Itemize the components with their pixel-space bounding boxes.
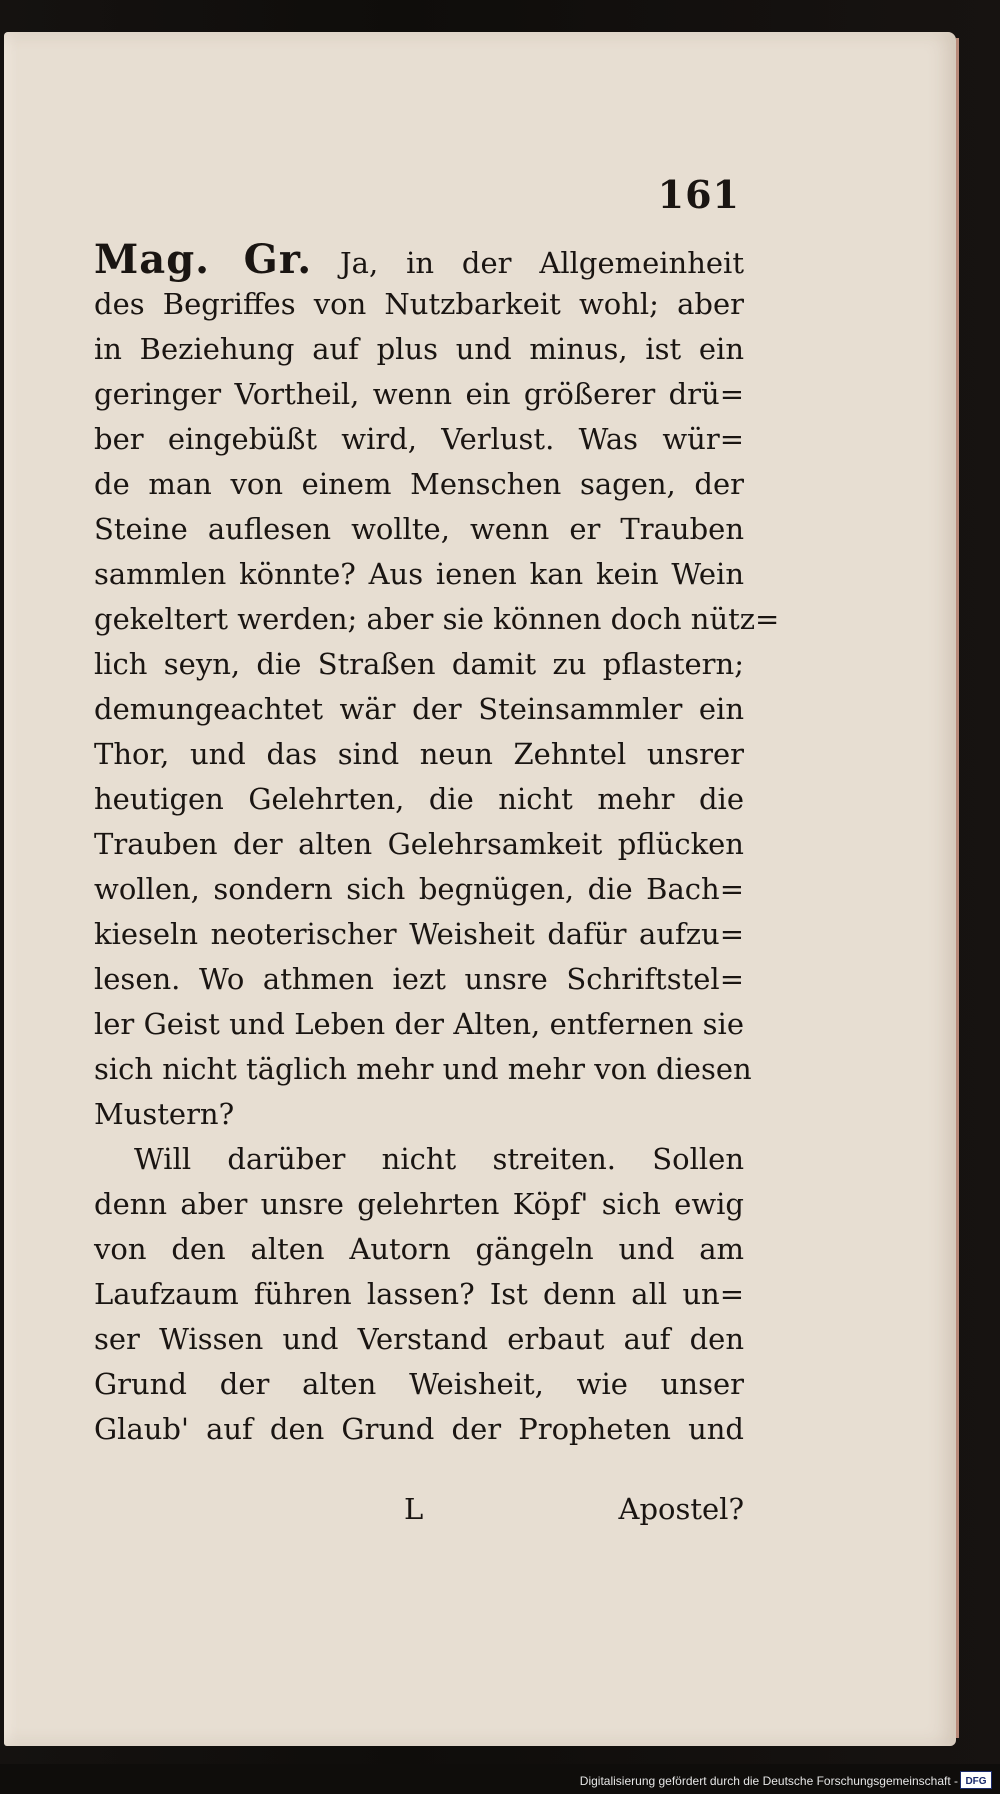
book-page	[4, 32, 956, 1746]
dfg-logo-text: DFG	[965, 1776, 987, 1786]
text-line: denn aber unsre gelehrten Köpf' sich ewig	[94, 1187, 744, 1221]
text-line: Mustern?	[94, 1097, 235, 1131]
text-line: sammlen könnte? Aus ienen kan kein Wein	[94, 557, 744, 591]
text-line: de man von einem Menschen sagen, der	[94, 467, 744, 501]
catchword: Apostel?	[618, 1492, 744, 1526]
page-foot	[94, 1492, 744, 1537]
text-line: Laufzaum führen lassen? Ist denn all un=	[94, 1277, 744, 1311]
text-line: heutigen Gelehrten, die nicht mehr die	[94, 782, 744, 816]
text-line: Steine auflesen wollte, wenn er Trauben	[94, 512, 744, 546]
text-line: sich nicht täglich mehr und mehr von diesen	[94, 1052, 752, 1086]
text-line: von den alten Autorn gängeln und am	[94, 1232, 744, 1266]
text-line: geringer Vortheil, wenn ein größerer drü=	[94, 377, 744, 411]
page-edge	[956, 38, 959, 1738]
page-body-text	[94, 236, 780, 1452]
text-line	[94, 237, 744, 282]
text-line: ber eingebüßt wird, Verlust. Was wür=	[94, 422, 744, 456]
signature-mark: L	[404, 1492, 424, 1526]
text-line: gekeltert werden; aber sie können doch nütz=	[94, 602, 780, 636]
text-line: wollen, sondern sich begnügen, die Bach=	[94, 872, 744, 906]
text-line: Thor, und das sind neun Zehntel unsrer	[94, 737, 744, 771]
dfg-logo-icon	[960, 1771, 992, 1789]
text-line: Glaub' auf den Grund der Propheten und	[94, 1412, 744, 1446]
text-line: kieseln neoterischer Weisheit dafür aufzu=	[94, 917, 744, 951]
speaker-label: Mag. Gr.	[94, 236, 313, 283]
text-line: lesen. Wo athmen iezt unsre Schriftstel=	[94, 962, 744, 996]
text-line: Grund der alten Weisheit, wie unser	[94, 1367, 744, 1401]
text-line: Trauben der alten Gelehrsamkeit pflücken	[94, 827, 744, 861]
text-line-content: Ja, in der Allgemeinheit	[312, 246, 744, 280]
text-line: Will darüber nicht streiten. Sollen	[134, 1142, 744, 1176]
text-line: des Begriffes von Nutzbarkeit wohl; aber	[94, 287, 744, 321]
text-line: ler Geist und Leben der Alten, entfernen sie	[94, 1007, 744, 1041]
page-number: 161	[657, 172, 740, 217]
text-line: lich seyn, die Straßen damit zu pflastern;	[94, 647, 744, 681]
text-line: ser Wissen und Verstand erbaut auf den	[94, 1322, 744, 1356]
text-line: demungeachtet wär der Steinsammler ein	[94, 692, 744, 726]
text-line: in Beziehung auf plus und minus, ist ein	[94, 332, 744, 366]
funding-credit: Digitalisierung gefördert durch die Deutsche Forschungsgemeinschaft -	[579, 1774, 958, 1788]
footer-bar	[0, 1764, 1000, 1794]
